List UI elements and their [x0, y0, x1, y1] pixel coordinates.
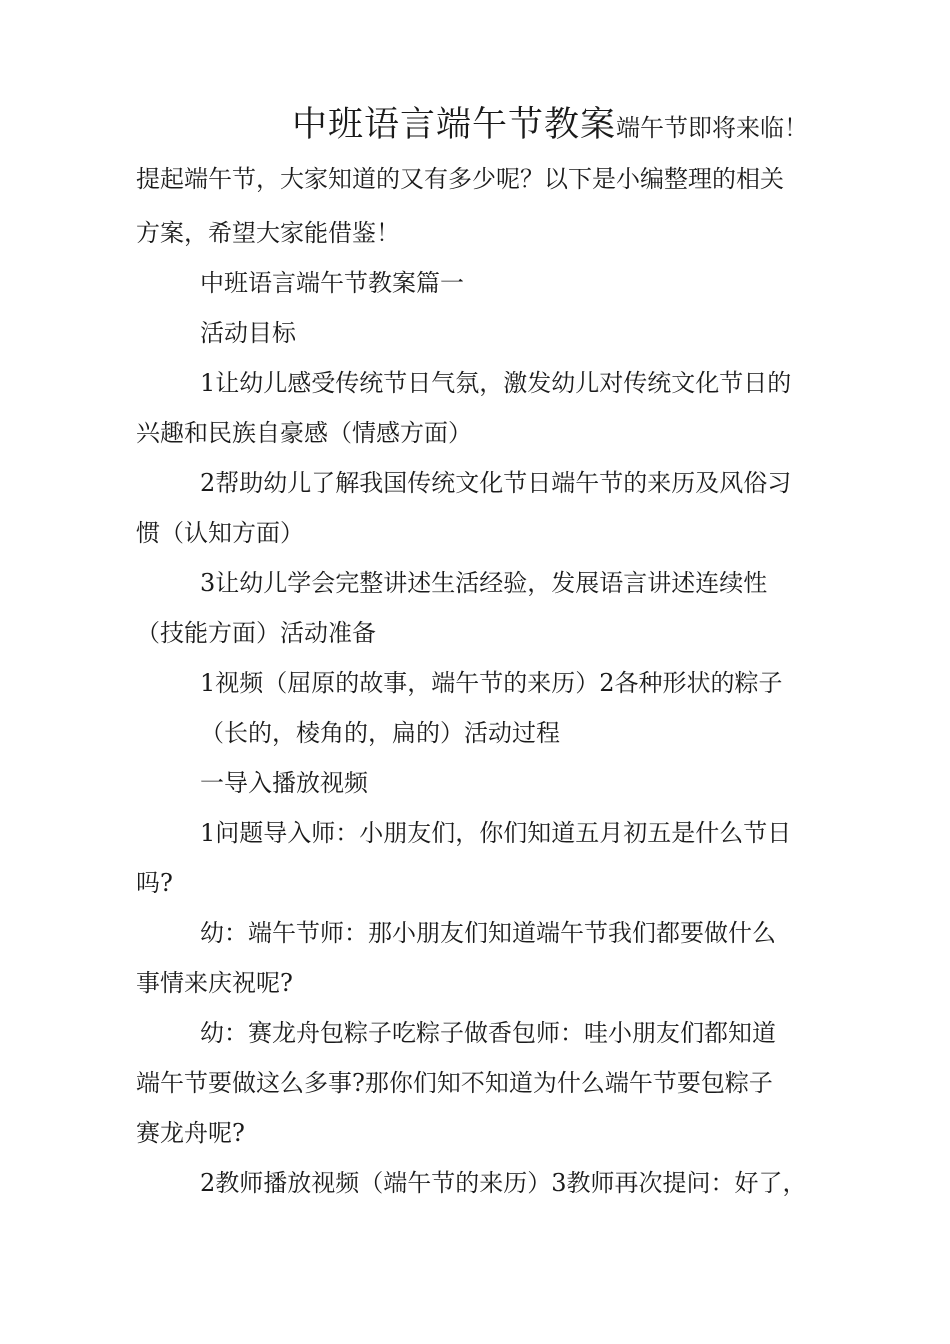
text-line-17: 事情来庆祝呢? — [136, 969, 293, 997]
text-line-11: 1视频（屈原的故事，端午节的来历）2各种形状的粽子 — [200, 669, 783, 697]
text-line-19: 端午节要做这么多事?那你们知不知道为什么端午节要包粽子 — [136, 1069, 773, 1097]
text-line-20: 赛龙舟呢? — [136, 1119, 245, 1147]
text-line-16: 幼：端午节师：那小朋友们知道端午节我们都要做什么 — [200, 919, 776, 947]
text-line-7: 2帮助幼儿了解我国传统文化节日端午节的来历及风俗习 — [200, 469, 792, 497]
text-line-9: 3让幼儿学会完整讲述生活经验，发展语言讲述连续性 — [200, 569, 768, 597]
text-line-21: 2教师播放视频（端午节的来历）3教师再次提问：好了， — [200, 1169, 807, 1197]
text-line-1: 提起端午节，大家知道的又有多少呢？以下是小编整理的相关 — [136, 165, 784, 193]
text-line-6: 兴趣和民族自豪感（情感方面） — [136, 419, 472, 447]
section-heading: 中班语言端午节教案篇一 — [200, 269, 464, 297]
text-line-5: 1让幼儿感受传统节日气氛，激发幼儿对传统文化节日的 — [200, 369, 792, 397]
text-line-14: 1问题导入师：小朋友们，你们知道五月初五是什么节日 — [200, 819, 792, 847]
text-line-15: 吗? — [136, 869, 173, 897]
text-line-8: 惯（认知方面） — [136, 519, 304, 547]
text-line-13: 一导入播放视频 — [200, 769, 368, 797]
title-tail-text: 端午节即将来临！ — [616, 114, 809, 142]
text-line-2: 方案，希望大家能借鉴！ — [136, 219, 400, 247]
text-line-10: （技能方面）活动准备 — [136, 619, 376, 647]
text-line-12: （长的，棱角的，扁的）活动过程 — [200, 719, 560, 747]
subheading-goals: 活动目标 — [200, 319, 296, 347]
title-line — [292, 103, 808, 147]
text-line-18: 幼：赛龙舟包粽子吃粽子做香包师：哇小朋友们都知道 — [200, 1019, 776, 1047]
page-title: 中班语言端午节教案 — [292, 105, 617, 145]
